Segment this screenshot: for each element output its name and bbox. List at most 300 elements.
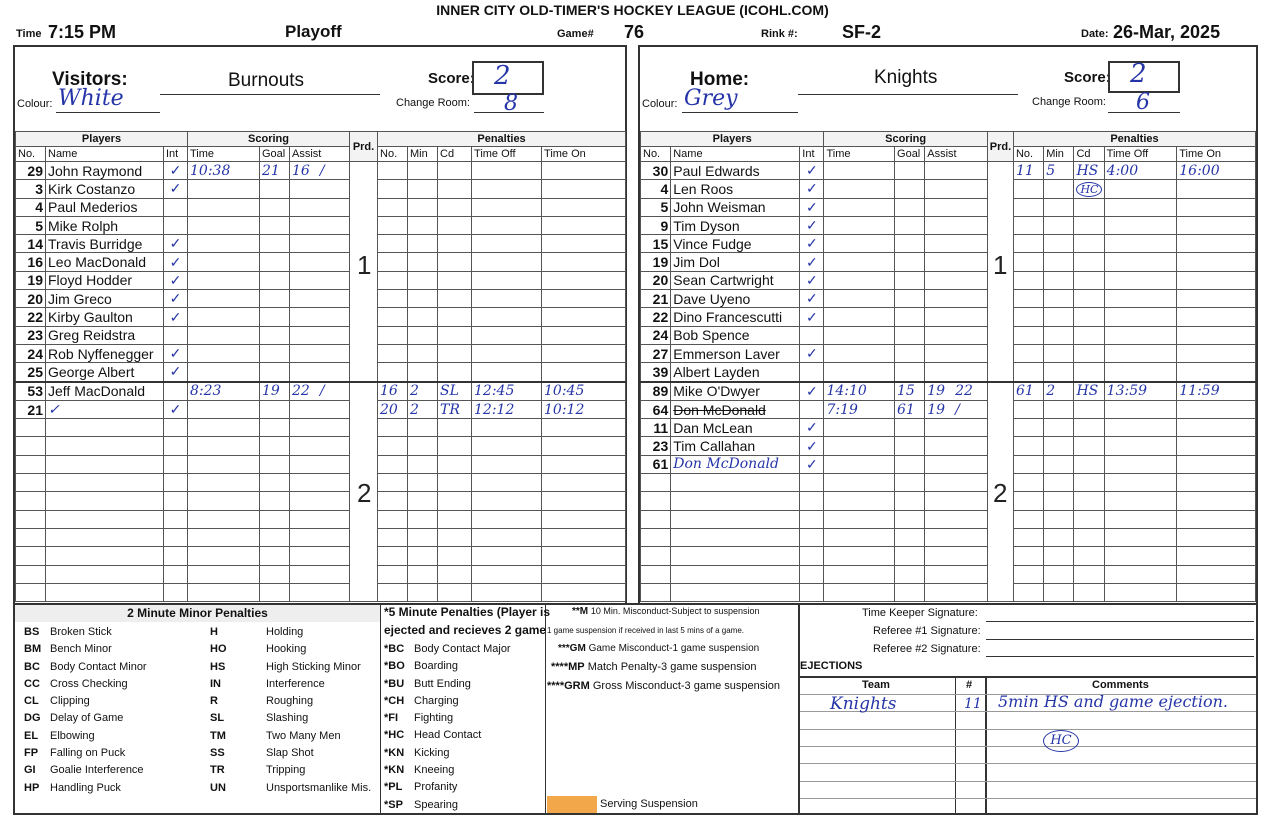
visitor-pen-off <box>472 419 542 437</box>
visitor-scoring-time <box>188 235 260 253</box>
home-team: Knights <box>874 67 938 88</box>
legend-row <box>384 658 511 675</box>
ejection-rule <box>800 763 1256 764</box>
home-player-no <box>641 474 671 492</box>
penalty-code: *PL <box>384 781 403 794</box>
time-label: Time <box>16 28 42 40</box>
home-pen-off <box>1104 474 1177 492</box>
home-pen-off <box>1104 400 1177 418</box>
home-player-name: Dave Uyeno <box>671 290 800 308</box>
home-scoring-assist <box>925 235 988 253</box>
visitor-scoring-goal <box>260 510 290 528</box>
visitor-scoring-goal: 19 <box>260 382 290 401</box>
home-scoring-goal <box>895 510 925 528</box>
home-pen-min <box>1044 326 1074 344</box>
visitor-scoring-assist <box>290 419 350 437</box>
home-scoring-time <box>824 290 895 308</box>
visitor-player-name: Leo MacDonald <box>46 253 164 271</box>
ejection-rule <box>800 746 1256 747</box>
visitor-player-no: 29 <box>16 162 46 180</box>
home-pen-min <box>1044 528 1074 546</box>
visitors-label: Visitors: <box>52 69 128 90</box>
home-player-no <box>641 565 671 583</box>
home-pen-on <box>1177 235 1256 253</box>
visitor-player-int <box>164 198 188 216</box>
visitor-player-name: Floyd Hodder <box>46 271 164 289</box>
home-player-int: ✓ <box>800 235 824 253</box>
visitor-pen-min <box>408 198 438 216</box>
home-player-name <box>671 583 800 601</box>
home-col-cd: Cd <box>1074 147 1104 162</box>
home-scoring-goal <box>895 437 925 455</box>
home-pen-cd <box>1074 326 1104 344</box>
visitor-scoring-time <box>188 510 260 528</box>
home-pen-cd <box>1074 253 1104 271</box>
visitor-pen-cd <box>438 474 472 492</box>
home-player-int <box>800 492 824 510</box>
visitor-player-no <box>16 565 46 583</box>
home-pen-off <box>1104 528 1177 546</box>
home-room: 6 <box>1136 90 1150 115</box>
visitor-row <box>16 344 626 362</box>
home-player-name <box>671 547 800 565</box>
home-scoring-goal <box>895 583 925 601</box>
home-scoring-time <box>824 492 895 510</box>
penalty-desc: Profanity <box>414 781 458 794</box>
visitor-player-name: Jim Greco <box>46 290 164 308</box>
penalty-desc: Body Contact Minor <box>50 660 147 673</box>
home-player-name: Bob Spence <box>671 326 800 344</box>
visitor-pen-min <box>408 474 438 492</box>
visitor-pen-no <box>378 547 408 565</box>
home-row <box>641 565 1256 583</box>
home-pen-no <box>1013 455 1043 473</box>
home-pen-off <box>1104 326 1177 344</box>
home-scoring-goal <box>895 216 925 234</box>
home-player-int: ✓ <box>800 180 824 198</box>
home-pen-cd <box>1074 290 1104 308</box>
date-label: Date: <box>1081 28 1109 40</box>
home-scoring-assist <box>925 382 988 401</box>
visitor-scoring-goal <box>260 565 290 583</box>
home-row <box>641 474 1256 492</box>
penalty-desc: Goalie Interference <box>50 764 144 777</box>
visitor-player-int <box>164 216 188 234</box>
home-pen-cd <box>1074 344 1104 362</box>
visitor-player-no <box>16 492 46 510</box>
visitor-player-no: 16 <box>16 253 46 271</box>
penalty-desc: Holding <box>266 626 304 638</box>
home-scoring-goal <box>895 290 925 308</box>
home-scoring-assist <box>925 180 988 198</box>
visitor-pen-cd: TR <box>438 400 472 418</box>
visitor-scoring-time <box>188 308 260 326</box>
visitor-row <box>16 547 626 565</box>
game-type: Playoff <box>285 22 342 41</box>
home-scoring-assist <box>925 162 988 180</box>
home-player-int <box>800 547 824 565</box>
home-player-no: 39 <box>641 363 671 382</box>
home-row <box>641 308 1256 326</box>
legend-row <box>210 710 371 727</box>
home-pen-on <box>1177 547 1256 565</box>
visitor-pen-cd <box>438 419 472 437</box>
misconduct-m-note: 1 game suspension if received in last 5 mins of a game. <box>547 626 744 635</box>
visitor-pen-on <box>542 510 626 528</box>
home-pen-cd <box>1074 510 1104 528</box>
home-scoring-assist <box>925 510 988 528</box>
visitor-pen-min <box>408 253 438 271</box>
legend-row <box>210 676 371 693</box>
col-pen-no: No. <box>378 147 408 162</box>
home-player-no <box>641 510 671 528</box>
visitor-row <box>16 419 626 437</box>
visitor-pen-cd <box>438 198 472 216</box>
misconduct-mp: ****MP Match Penalty-3 game suspension <box>551 661 757 673</box>
home-row <box>641 162 1256 180</box>
visitor-pen-no: 16 <box>378 382 408 401</box>
visitor-scoring-time <box>188 474 260 492</box>
home-row <box>641 510 1256 528</box>
home-player-name: Dino Francescutti <box>671 308 800 326</box>
legend-row <box>210 693 371 710</box>
home-player-name: Don McDonald <box>671 400 800 418</box>
penalty-desc: Slashing <box>266 712 309 725</box>
home-scoring-time <box>824 528 895 546</box>
penalty-desc: Butt Ending <box>414 677 471 690</box>
referee1-label: Referee #1 Signature: <box>873 625 981 637</box>
visitor-row <box>16 437 626 455</box>
visitor-scoring-goal <box>260 528 290 546</box>
visitor-player-no: 23 <box>16 326 46 344</box>
home-pen-on <box>1177 216 1256 234</box>
home-pen-on <box>1177 344 1256 362</box>
visitor-row <box>16 510 626 528</box>
visitor-player-int: ✓ <box>164 271 188 289</box>
visitors-colour: White <box>58 86 124 111</box>
visitor-scoring-time <box>188 455 260 473</box>
visitor-player-no: 24 <box>16 344 46 362</box>
home-grid <box>640 131 1256 602</box>
home-pen-no <box>1013 235 1043 253</box>
home-scoring-time: 14:10 <box>824 382 895 401</box>
penalty-code: TR <box>210 764 225 777</box>
home-scoring-time <box>824 216 895 234</box>
visitor-pen-off <box>472 528 542 546</box>
home-pen-cd <box>1074 216 1104 234</box>
home-row <box>641 583 1256 601</box>
home-scoring-time <box>824 235 895 253</box>
visitor-scoring-time <box>188 344 260 362</box>
visitor-player-name <box>46 419 164 437</box>
visitor-pen-off <box>472 547 542 565</box>
visitor-assist-1: 16 <box>292 162 310 179</box>
visitor-pen-off: 12:12 <box>472 400 542 418</box>
home-scoring-goal: 61 <box>895 400 925 418</box>
visitor-player-int: ✓ <box>164 253 188 271</box>
visitor-player-name: ✓ <box>46 400 164 418</box>
visitor-pen-cd <box>438 235 472 253</box>
penalty-code: EL <box>24 729 39 742</box>
visitors-colour-label: Colour: <box>17 98 53 110</box>
visitor-scoring-assist <box>290 547 350 565</box>
visitors-score: 2 <box>494 61 511 91</box>
penalties-header: Penalties <box>378 132 626 147</box>
penalty-desc: Spearing <box>414 798 459 811</box>
visitor-player-no <box>16 419 46 437</box>
legend-row <box>384 779 511 796</box>
visitor-row <box>16 308 626 326</box>
visitor-pen-cd <box>438 216 472 234</box>
home-row <box>641 326 1256 344</box>
home-col-no: No. <box>641 147 671 162</box>
home-pen-off <box>1104 363 1177 382</box>
home-scoring-assist <box>925 492 988 510</box>
visitor-pen-off <box>472 344 542 362</box>
visitor-player-no: 4 <box>16 198 46 216</box>
visitor-pen-off <box>472 455 542 473</box>
visitor-pen-cd <box>438 547 472 565</box>
visitor-pen-min <box>408 344 438 362</box>
visitor-pen-off <box>472 198 542 216</box>
home-col-name: Name <box>671 147 800 162</box>
legend-row <box>384 676 511 693</box>
home-scoring-assist <box>925 198 988 216</box>
penalty-code: *BU <box>384 677 405 690</box>
home-pen-min <box>1044 492 1074 510</box>
home-pen-cd <box>1074 455 1104 473</box>
home-player-no <box>641 528 671 546</box>
visitor-player-no: 19 <box>16 271 46 289</box>
home-scoring-goal <box>895 253 925 271</box>
visitor-scoring-assist <box>290 455 350 473</box>
home-colour: Grey <box>684 86 738 111</box>
visitor-player-int <box>164 547 188 565</box>
home-scoring-goal <box>895 492 925 510</box>
home-player-no: 27 <box>641 344 671 362</box>
visitor-pen-off <box>472 271 542 289</box>
visitor-pen-on <box>542 326 626 344</box>
penalty-code: SS <box>210 747 225 760</box>
visitor-row <box>16 162 626 180</box>
penalty-desc: Charging <box>414 694 459 707</box>
visitor-pen-cd <box>438 253 472 271</box>
majors-title-2: ejected and recieves 2 game <box>384 623 547 637</box>
home-pen-no: 61 <box>1013 382 1043 401</box>
visitor-scoring-assist <box>290 271 350 289</box>
visitor-player-int: ✓ <box>164 363 188 382</box>
visitor-player-int: ✓ <box>164 162 188 180</box>
home-pen-min <box>1044 216 1074 234</box>
home-pen-on <box>1177 290 1256 308</box>
home-scoring-time <box>824 363 895 382</box>
visitor-pen-off <box>472 437 542 455</box>
home-player-int <box>800 528 824 546</box>
visitor-player-int: ✓ <box>164 235 188 253</box>
visitor-pen-no <box>378 363 408 382</box>
visitor-scoring-goal <box>260 326 290 344</box>
home-scoring-goal <box>895 162 925 180</box>
home-row <box>641 216 1256 234</box>
visitor-player-int: ✓ <box>164 344 188 362</box>
visitor-scoring-time <box>188 216 260 234</box>
home-pen-no <box>1013 419 1043 437</box>
visitor-scoring-goal <box>260 419 290 437</box>
home-scoring-goal: 15 <box>895 382 925 401</box>
visitor-scoring-time <box>188 492 260 510</box>
home-score-label: Score: <box>1064 69 1111 86</box>
visitor-player-no <box>16 547 46 565</box>
visitor-row <box>16 271 626 289</box>
visitor-pen-no <box>378 437 408 455</box>
home-row <box>641 180 1256 198</box>
home-col-pen-no: No. <box>1013 147 1043 162</box>
home-pen-on <box>1177 419 1256 437</box>
home-pen-min <box>1044 565 1074 583</box>
penalty-code: R <box>210 695 218 708</box>
legend-row <box>384 797 511 814</box>
home-players-header: Players <box>641 132 824 147</box>
home-pen-on: 11:59 <box>1177 382 1256 401</box>
home-pen-off <box>1104 510 1177 528</box>
home-row <box>641 547 1256 565</box>
penalty-desc: Two Many Men <box>266 729 341 742</box>
visitor-pen-on <box>542 474 626 492</box>
visitor-pen-min <box>408 437 438 455</box>
home-pen-no: 11 <box>1013 162 1043 180</box>
visitor-pen-min <box>408 216 438 234</box>
home-col-goal: Goal <box>895 147 925 162</box>
visitors-room-label: Change Room: <box>396 97 470 109</box>
visitor-scoring-goal <box>260 474 290 492</box>
home-player-no: 19 <box>641 253 671 271</box>
visitor-row <box>16 235 626 253</box>
visitor-pen-on <box>542 216 626 234</box>
penalty-code: BM <box>24 643 42 656</box>
visitor-scoring-assist <box>290 363 350 382</box>
visitor-scoring-goal <box>260 363 290 382</box>
home-col-int: Int <box>800 147 824 162</box>
home-player-int: ✓ <box>800 382 824 401</box>
home-pen-cd <box>1074 547 1104 565</box>
home-pen-off <box>1104 253 1177 271</box>
home-scoring-assist <box>925 437 988 455</box>
home-player-no: 61 <box>641 455 671 473</box>
visitor-scoring-assist <box>290 235 350 253</box>
home-player-int: ✓ <box>800 162 824 180</box>
visitor-player-int <box>164 510 188 528</box>
visitor-player-name: George Albert <box>46 363 164 382</box>
home-player-int <box>800 583 824 601</box>
scoring-header: Scoring <box>188 132 350 147</box>
legend-row <box>24 728 147 745</box>
visitor-pen-on <box>542 162 626 180</box>
visitor-pen-on <box>542 180 626 198</box>
visitor-player-int <box>164 583 188 601</box>
visitor-assist-2: / <box>319 383 325 400</box>
visitor-pen-cd <box>438 162 472 180</box>
home-pen-min: 2 <box>1044 382 1074 401</box>
home-player-no: 5 <box>641 198 671 216</box>
visitors-grid <box>15 131 626 602</box>
home-pen-min <box>1044 344 1074 362</box>
visitor-pen-cd <box>438 326 472 344</box>
visitor-scoring-assist <box>290 400 350 418</box>
home-pen-no <box>1013 510 1043 528</box>
ejection-code: HC <box>1043 730 1079 752</box>
visitor-player-int: ✓ <box>164 308 188 326</box>
home-scoring-time <box>824 474 895 492</box>
visitor-row <box>16 253 626 271</box>
penalty-code: GI <box>24 764 36 777</box>
home-pen-on <box>1177 492 1256 510</box>
home-scoring-assist <box>925 290 988 308</box>
home-row <box>641 344 1256 362</box>
home-pen-off <box>1104 235 1177 253</box>
penalty-code: *SP <box>384 798 403 811</box>
home-player-no: 22 <box>641 308 671 326</box>
visitor-scoring-time <box>188 437 260 455</box>
visitor-scoring-assist <box>290 474 350 492</box>
visitor-scoring-goal <box>260 455 290 473</box>
visitor-pen-cd <box>438 290 472 308</box>
visitor-pen-off <box>472 216 542 234</box>
home-player-name: Dan McLean <box>671 419 800 437</box>
home-pen-no <box>1013 583 1043 601</box>
home-scoring-time: 7:19 <box>824 400 895 418</box>
legend-row <box>384 727 511 744</box>
visitor-pen-min <box>408 290 438 308</box>
visitor-pen-on <box>542 583 626 601</box>
visitor-pen-off <box>472 162 542 180</box>
home-player-int <box>800 565 824 583</box>
home-scoring-time <box>824 419 895 437</box>
visitor-pen-on: 10:45 <box>542 382 626 401</box>
home-pen-cd <box>1074 363 1104 382</box>
home-pen-min <box>1044 474 1074 492</box>
visitor-player-name: Jeff MacDonald <box>46 382 164 401</box>
ejection-rule <box>800 798 1256 799</box>
home-scoring-goal <box>895 344 925 362</box>
home-pen-cd <box>1074 492 1104 510</box>
penalty-desc: Fighting <box>414 712 454 725</box>
penalty-desc: Interference <box>266 677 325 690</box>
visitor-player-no: 21 <box>16 400 46 418</box>
home-pen-cd <box>1074 235 1104 253</box>
visitor-pen-min <box>408 419 438 437</box>
home-scoring-assist <box>925 455 988 473</box>
legend-row <box>24 710 147 727</box>
visitor-pen-min <box>408 363 438 382</box>
home-row <box>641 492 1256 510</box>
home-scoring-time <box>824 308 895 326</box>
visitor-scoring-goal: 21 <box>260 162 290 180</box>
visitor-scoring-assist <box>290 583 350 601</box>
visitor-pen-no <box>378 180 408 198</box>
penalty-desc: High Sticking Minor <box>266 660 361 673</box>
serving-swatch <box>547 796 597 813</box>
visitors-team: Burnouts <box>228 70 305 91</box>
home-pen-no <box>1013 363 1043 382</box>
home-pen-min <box>1044 235 1074 253</box>
home-pen-on <box>1177 271 1256 289</box>
home-pen-on <box>1177 437 1256 455</box>
home-scoring-goal <box>895 235 925 253</box>
visitor-scoring-assist <box>290 382 350 401</box>
visitor-scoring-goal <box>260 235 290 253</box>
visitor-pen-cd <box>438 271 472 289</box>
visitor-pen-no <box>378 583 408 601</box>
